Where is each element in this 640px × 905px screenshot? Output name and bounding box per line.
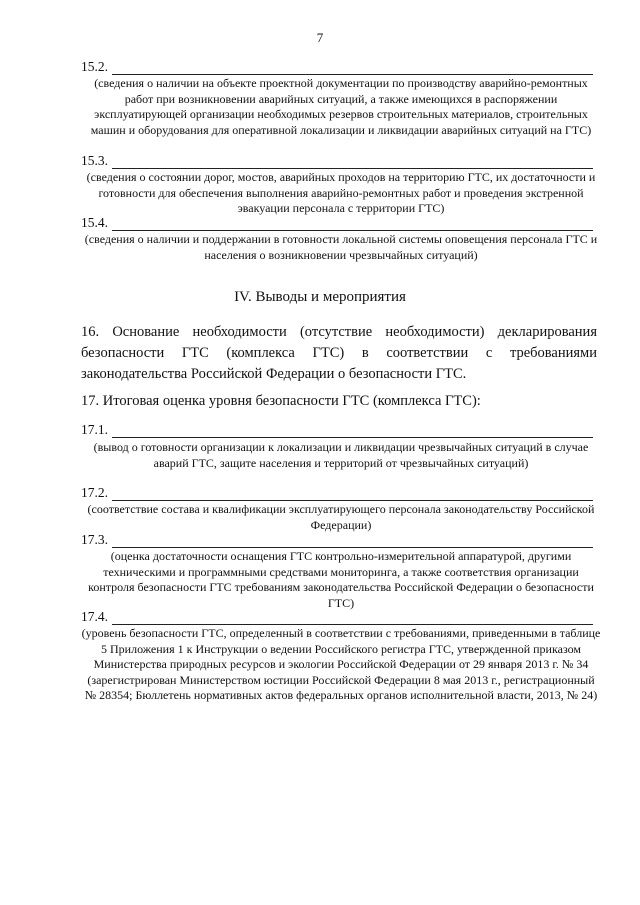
item-17-1-note: (вывод о готовности организации к локализации и ликвидации чрезвычайных ситуаций в случае аварий ГТС, защите населения и территорий от чрезвычайных ситуаций)	[93, 440, 589, 470]
item-17-3	[81, 532, 593, 548]
page-number: 7	[316, 30, 324, 45]
paragraph-17: 17. Итоговая оценка уровня безопасности ГТС (комплекса ГТС):	[81, 393, 481, 409]
item-number: 15.2.	[81, 59, 108, 74]
item-15-2-note: (сведения о наличии на объекте проектной документации по производству аварийно-ремонтных работ при возникновении аварийных ситуаций, а также имеющихся в распоряжении эксплуатирующей организации необходимых резервов строительных материалов, строительных машин и оборудования для оперативной локализации и ликвидации аварийных ситуаций на ГТС)	[90, 76, 592, 137]
fill-in-line	[112, 535, 593, 548]
item-15-3-note: (сведения о состоянии дорог, мостов, аварийных проходов на территорию ГТС, их достаточности и готовности для обеспечения выполнения аварийно-ремонтных работ и проведения экстренной эвакуации персонала с территории ГТС)	[86, 170, 596, 216]
item-number: 15.3.	[81, 153, 108, 168]
paragraph-16: 16. Основание необходимости (отсутствие необходимости) декларирования безопасности ГТС (комплекса ГТС) в соответствии с требованиями законодательства Российской Федерации о безопасности ГТС.	[81, 324, 597, 382]
fill-in-line	[112, 488, 593, 501]
fill-in-line	[112, 612, 593, 625]
item-number: 17.3.	[81, 532, 108, 547]
item-17-4-note: (уровень безопасности ГТС, определенный в соответствии с требованиями, приведенными в таблице 5 Приложения 1 к Инструкции о ведении Российского регистра ГТС, утвержденной приказом Министерства природных ресурсов и экологии Российской Федерации от 29 января 2013 г. № 34 (зарегистрирован Министерством юстиции Российской Федерации 8 мая 2013 г., регистрационный № 28354; Бюллетень нормативных актов федеральных органов исполнительной власти, 2013, № 24)	[81, 626, 601, 703]
item-17-2	[81, 485, 593, 501]
item-17-4	[81, 609, 593, 625]
item-15-3	[81, 153, 593, 169]
fill-in-line	[112, 218, 593, 231]
item-number: 17.2.	[81, 485, 108, 500]
fill-in-line	[112, 156, 593, 169]
item-17-1	[81, 422, 593, 438]
item-15-2	[81, 59, 593, 75]
item-number: 17.4.	[81, 609, 108, 624]
item-15-4	[81, 215, 593, 231]
item-15-4-note: (сведения о наличии и поддержании в готовности локальной системы оповещения персонала ГТС и населения о возникновении чрезвычайных ситуаций)	[84, 232, 598, 262]
section-title: IV. Выводы и мероприятия	[234, 289, 406, 305]
fill-in-line	[112, 425, 593, 438]
item-number: 17.1.	[81, 422, 108, 437]
item-17-3-note: (оценка достаточности оснащения ГТС контрольно-измерительной аппаратурой, другими техническими и программными средствами мониторинга, а также соответствия организации контроля безопасности ГТС требованиям законодательства Российской Федерации о безопасности ГТС)	[88, 549, 594, 610]
fill-in-line	[112, 62, 593, 75]
item-17-2-note: (соответствие состава и квалификации эксплуатирующего персонала законодательству Российской Федерации)	[87, 502, 595, 532]
item-number: 15.4.	[81, 215, 108, 230]
